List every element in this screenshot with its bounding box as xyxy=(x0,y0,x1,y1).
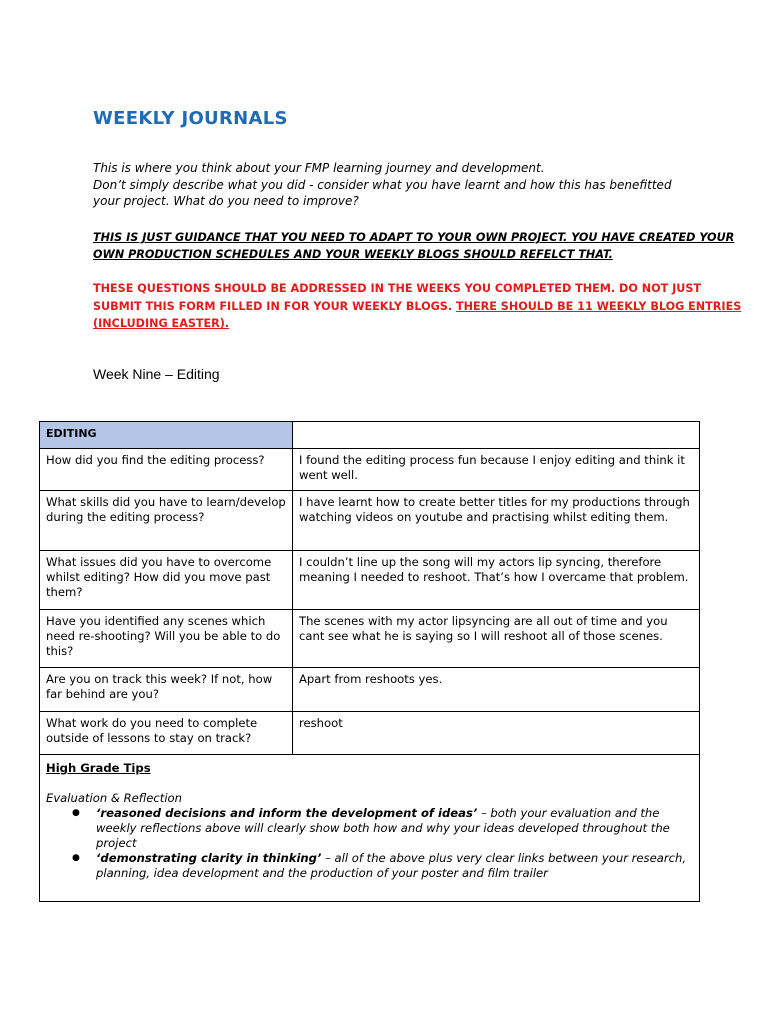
tips-list xyxy=(46,806,693,881)
question-cell: How did you find the editing process? xyxy=(40,449,293,491)
table-row xyxy=(40,449,700,491)
intro-line: your project. What do you need to improve? xyxy=(93,194,359,208)
intro-text xyxy=(93,160,733,210)
tips-title: High Grade Tips xyxy=(46,761,151,775)
week-heading: Week Nine – Editing xyxy=(93,366,220,382)
header-empty-cell xyxy=(293,422,700,449)
page-title: WEEKLY JOURNALS xyxy=(93,108,288,129)
answer-cell[interactable]: I couldn’t line up the song will my actors lip syncing, therefore meaning I needed to reshoot. That’s how I overcame that problem. xyxy=(293,551,700,610)
tips-item-text: – both your evaluation and the weekly reflections above will clearly show both how and why your ideas developed throughout the project xyxy=(96,806,670,850)
answer-cell[interactable]: Apart from reshoots yes. xyxy=(293,668,700,712)
table-row xyxy=(40,668,700,712)
guidance-line: OWN PRODUCTION SCHEDULES AND YOUR WEEKLY BLOGS SHOULD REFELCT THAT. xyxy=(93,248,613,261)
question-cell: What work do you need to complete outside of lessons to stay on track? xyxy=(40,712,293,755)
table-row xyxy=(40,712,700,755)
question-cell: What skills did you have to learn/develop during the editing process? xyxy=(40,491,293,551)
tips-subtitle: Evaluation & Reflection xyxy=(46,791,182,805)
table-header-row xyxy=(40,422,700,449)
table-row xyxy=(40,610,700,668)
answer-cell[interactable]: I have learnt how to create better titles for my productions through watching videos on youtube and practising whilst editing them. xyxy=(293,491,700,551)
question-cell: Are you on track this week? If not, how far behind are you? xyxy=(40,668,293,712)
tips-item-bold: ‘demonstrating clarity in thinking’ xyxy=(96,851,322,865)
tips-item xyxy=(96,806,693,851)
table-row xyxy=(40,491,700,551)
guidance-line: THIS IS JUST GUIDANCE THAT YOU NEED TO ADAPT TO YOUR OWN PROJECT. YOU HAVE CREATED YOUR xyxy=(93,231,735,244)
tips-item-text: – all of the above plus very clear links between your research, planning, idea development and the production of your poster and film trailer xyxy=(96,851,686,880)
warning-note xyxy=(93,280,743,333)
answer-cell[interactable]: I found the editing process fun because I enjoy editing and think it went well. xyxy=(293,449,700,491)
tips-row xyxy=(40,755,700,902)
tips-item xyxy=(96,851,693,881)
header-cell: EDITING xyxy=(40,422,293,449)
warning-underlined: THERE SHOULD BE 11 WEEKLY BLOG ENTRIES (INCLUDING EASTER). xyxy=(93,299,742,330)
question-cell: Have you identified any scenes which need re-shooting? Will you be able to do this? xyxy=(40,610,293,668)
table-row xyxy=(40,551,700,610)
intro-line: This is where you think about your FMP learning journey and development. xyxy=(93,161,545,175)
answer-cell[interactable]: reshoot xyxy=(293,712,700,755)
answer-cell[interactable]: The scenes with my actor lipsyncing are all out of time and you cant see what he is saying so I will reshoot all of those scenes. xyxy=(293,610,700,668)
tips-item-bold: ‘reasoned decisions and inform the development of ideas’ xyxy=(96,806,478,820)
warning-text: THESE QUESTIONS SHOULD BE ADDRESSED IN THE WEEKS YOU COMPLETED THEM. DO NOT JUST SUBMIT THIS FORM FILLED IN FOR YOUR WEEKLY BLOGS. xyxy=(93,282,702,313)
question-cell: What issues did you have to overcome whilst editing? How did you move past them? xyxy=(40,551,293,610)
guidance-note xyxy=(93,229,743,263)
intro-line: Don’t simply describe what you did - consider what you have learnt and how this has benefitted xyxy=(93,177,672,192)
tips-cell xyxy=(40,755,700,902)
journal-table xyxy=(39,421,700,902)
